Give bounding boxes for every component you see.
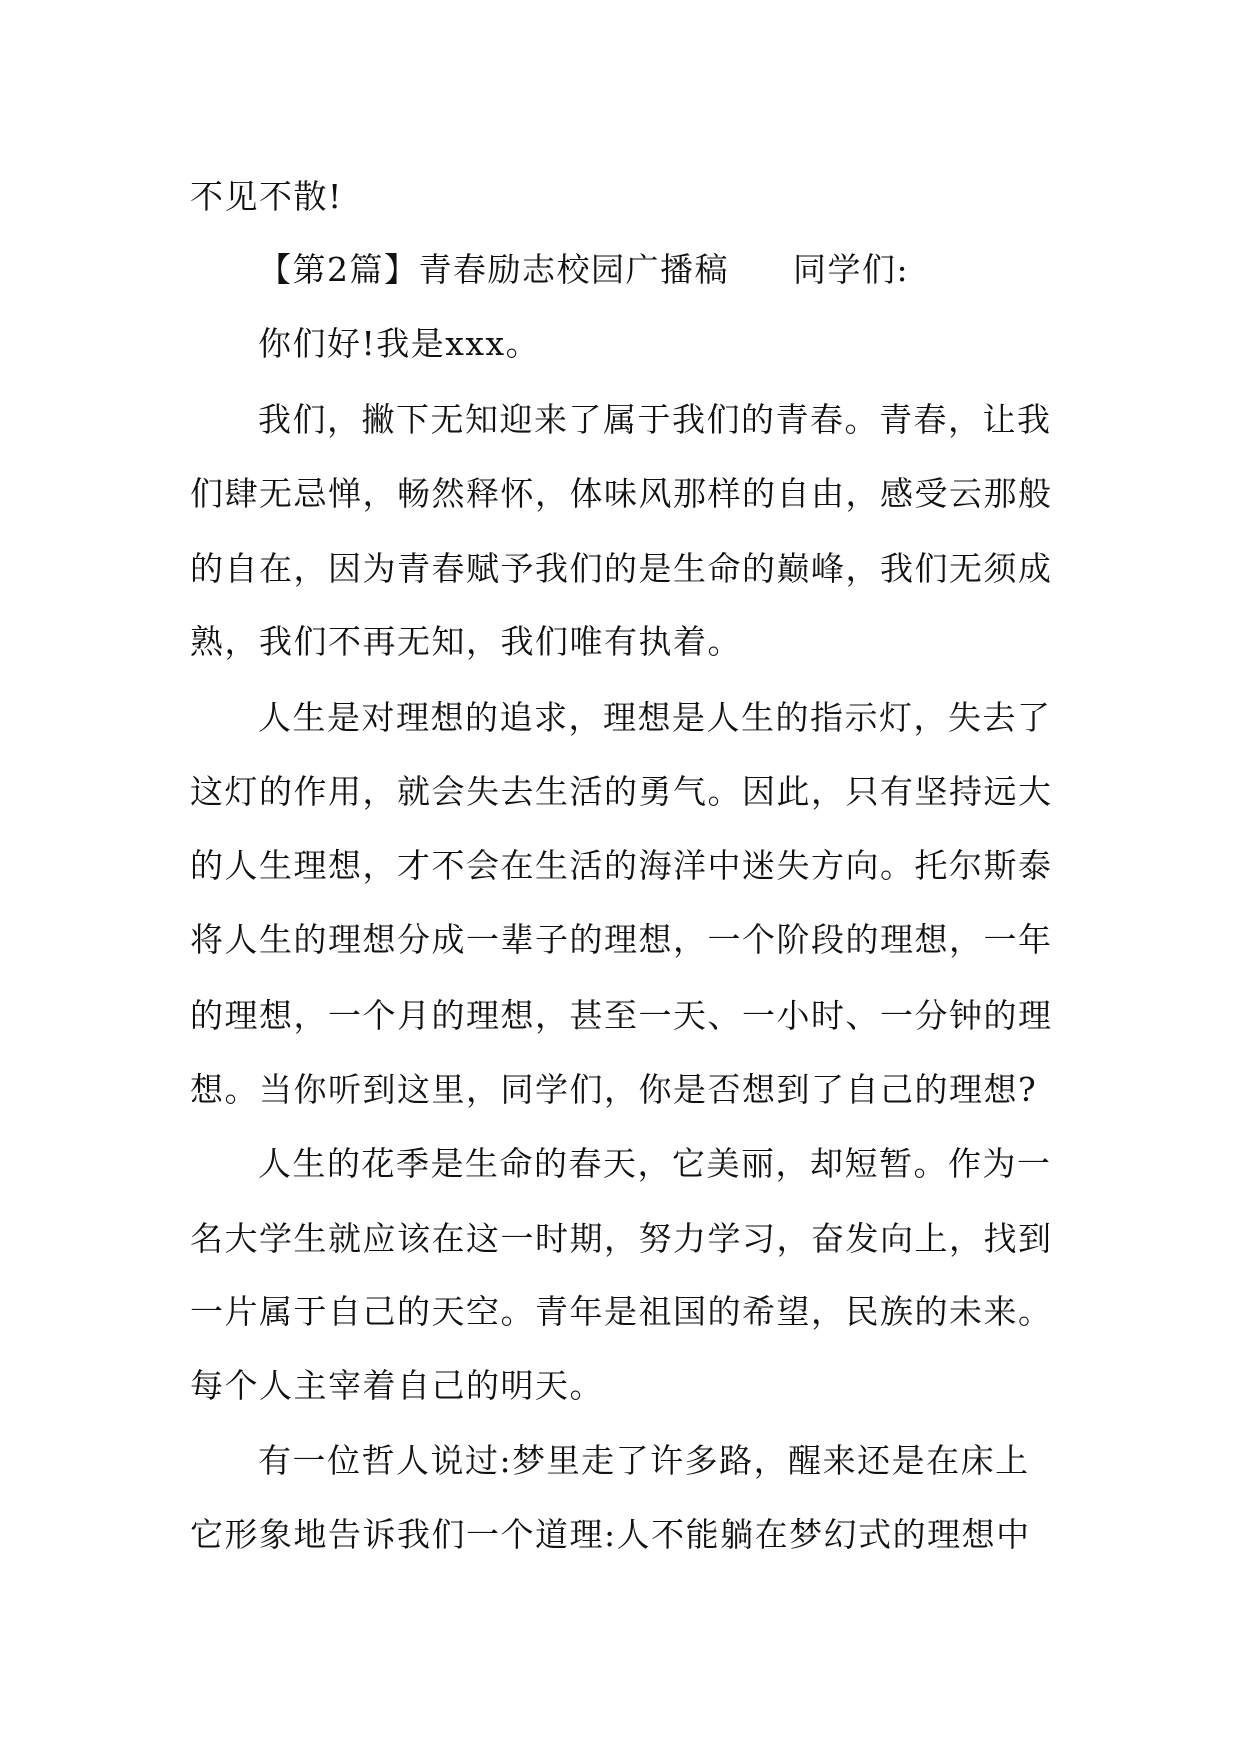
text-line-5: 们肆无忌惮，畅然释怀，体味风那样的自由，感受云那般 [190,474,1053,513]
article-title: 【第2篇】青春励志校园广播稿 [258,250,729,289]
text-line-9: 这灯的作用，就会失去生活的勇气。因此，只有坚持远大 [190,772,1053,811]
text-line-12: 的理想，一个月的理想，甚至一天、一小时、一分钟的理 [190,996,1053,1035]
text-line-6: 的自在，因为青春赋予我们的是生命的巅峰，我们无须成 [190,549,1053,588]
text-line-1: 不见不散! [190,177,343,216]
article-heading-line [258,250,1128,290]
text-line-8: 人生是对理想的追求，理想是人生的指示灯，失去了 [258,698,1052,737]
text-line-10: 的人生理想，才不会在生活的海洋中迷失方向。托尔斯泰 [190,846,1053,885]
text-line-13: 想。当你听到这里，同学们，你是否想到了自己的理想? [190,1070,1038,1109]
greeting: 同学们: [793,250,910,289]
text-line-14: 人生的花季是生命的春天，它美丽，却短暂。作为一 [258,1144,1052,1183]
text-line-4: 我们，撇下无知迎来了属于我们的青春。青春，让我 [258,400,1052,439]
text-line-17: 每个人主宰着自己的明天。 [190,1366,604,1405]
text-line-15: 名大学生就应该在这一时期，努力学习，奋发向上，找到 [190,1219,1053,1258]
text-line-3: 你们好!我是xxx。 [258,324,541,363]
text-line-16: 一片属于自己的天空。青年是祖国的希望，民族的未来。 [190,1292,1053,1331]
text-line-7: 熟，我们不再无知，我们唯有执着。 [190,622,742,661]
text-line-19: 它形象地告诉我们一个道理:人不能躺在梦幻式的理想中 [190,1515,1031,1554]
text-line-11: 将人生的理想分成一辈子的理想，一个阶段的理想，一年 [190,920,1053,959]
text-line-18: 有一位哲人说过:梦里走了许多路，醒来还是在床上 [258,1441,1030,1480]
